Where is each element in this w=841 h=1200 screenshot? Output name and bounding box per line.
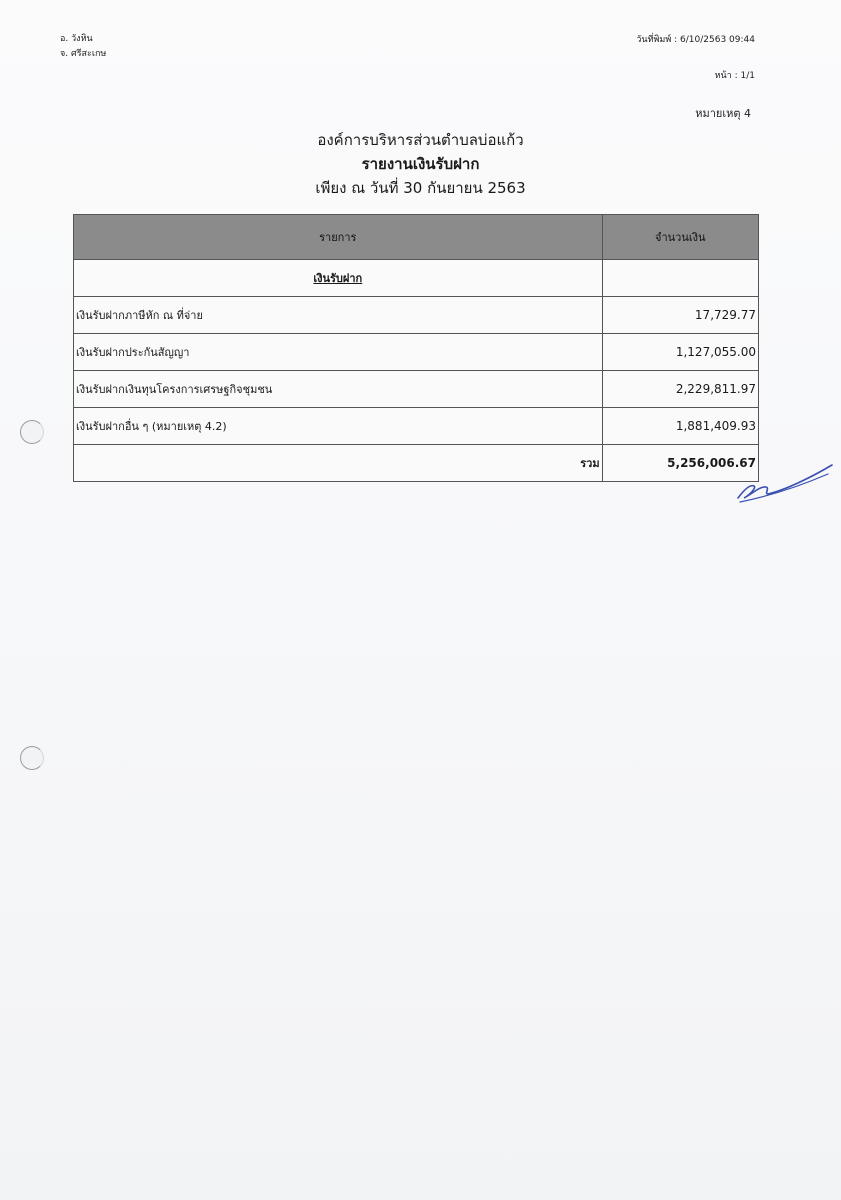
organization-title: องค์การบริหารส่วนตำบลบ่อแก้ว bbox=[317, 131, 524, 149]
row-item: เงินรับฝากอื่น ๆ (หมายเหตุ 4.2) bbox=[74, 408, 603, 445]
table-row bbox=[74, 408, 759, 445]
print-date: วันที่พิมพ์ : 6/10/2563 09:44 bbox=[636, 35, 755, 45]
report-title-block bbox=[0, 128, 841, 200]
as-of-date: เพียง ณ วันที่ 30 กันยายน 2563 bbox=[315, 179, 526, 197]
deposit-table bbox=[73, 214, 759, 482]
table-row bbox=[74, 334, 759, 371]
row-item: เงินรับฝากเงินทุนโครงการเศรษฐกิจชุมชน bbox=[74, 371, 603, 408]
section-label-cell bbox=[74, 260, 603, 297]
province-text: จ. ศรีสะเกษ bbox=[60, 49, 107, 59]
section-amount-cell bbox=[602, 260, 758, 297]
column-header-item: รายการ bbox=[74, 215, 603, 260]
total-amount: 5,256,006.67 bbox=[602, 445, 758, 482]
row-amount: 2,229,811.97 bbox=[602, 371, 758, 408]
row-item: เงินรับฝากภาษีหัก ณ ที่จ่าย bbox=[74, 297, 603, 334]
signature-mark bbox=[730, 460, 840, 510]
punch-hole bbox=[20, 420, 44, 444]
report-title: รายงานเงินรับฝาก bbox=[361, 155, 480, 173]
section-label: เงินรับฝาก bbox=[313, 272, 363, 285]
row-item: เงินรับฝากประกันสัญญา bbox=[74, 334, 603, 371]
total-row bbox=[74, 445, 759, 482]
location-block bbox=[60, 32, 106, 62]
page-number: หน้า : 1/1 bbox=[714, 71, 755, 81]
section-row bbox=[74, 260, 759, 297]
note-reference: หมายเหตุ 4 bbox=[695, 107, 751, 120]
table-row bbox=[74, 297, 759, 334]
district-text: อ. วังหิน bbox=[60, 34, 93, 44]
column-header-amount: จำนวนเงิน bbox=[602, 215, 758, 260]
print-info bbox=[636, 32, 755, 81]
table-row bbox=[74, 371, 759, 408]
row-amount: 1,127,055.00 bbox=[602, 334, 758, 371]
total-label: รวม bbox=[74, 445, 603, 482]
row-amount: 17,729.77 bbox=[602, 297, 758, 334]
row-amount: 1,881,409.93 bbox=[602, 408, 758, 445]
punch-hole bbox=[20, 746, 44, 770]
table-header-row bbox=[74, 215, 759, 260]
